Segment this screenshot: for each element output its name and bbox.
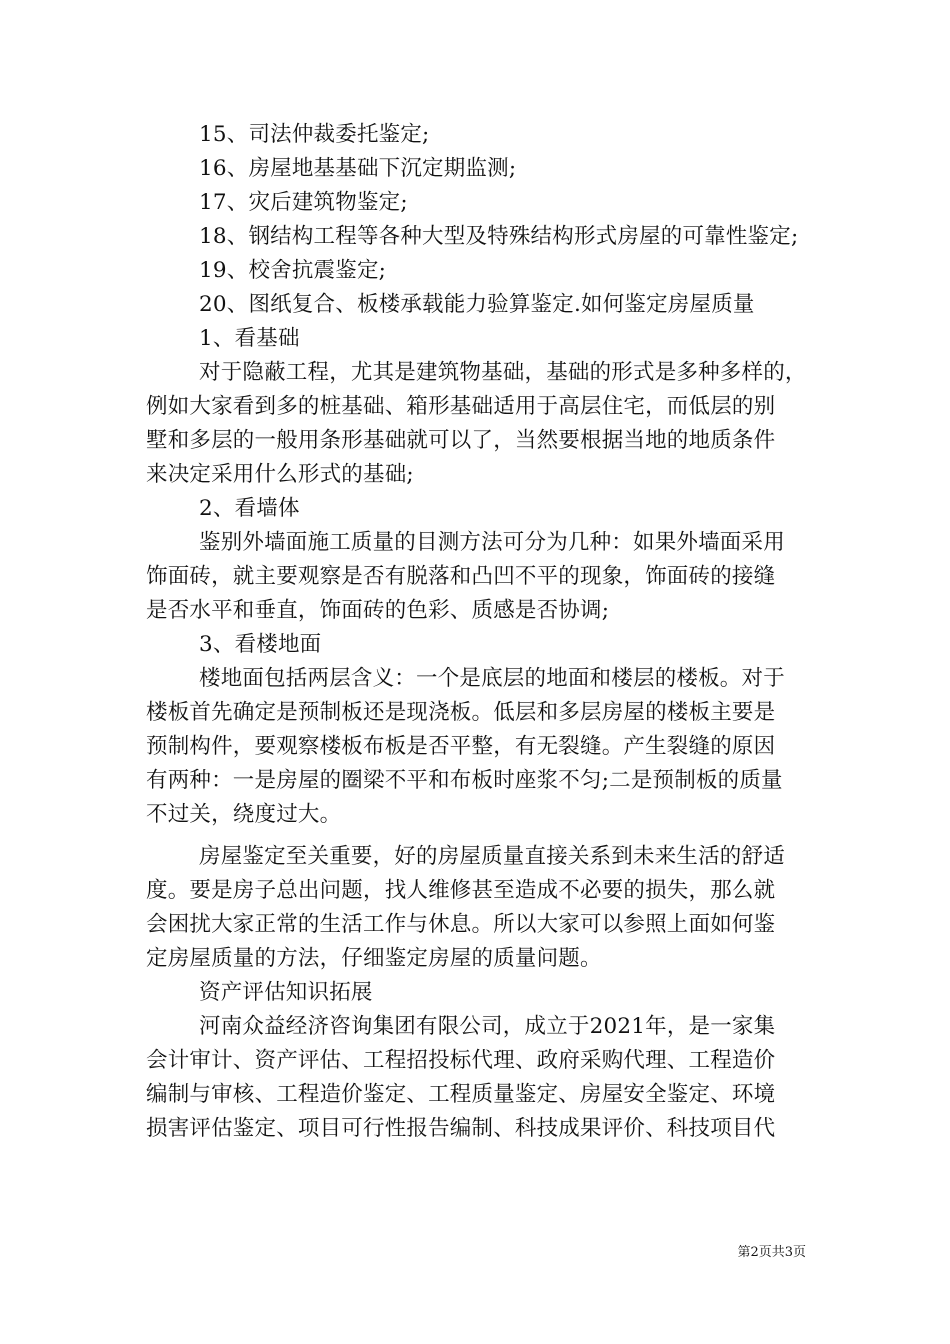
- section-paragraph: [146, 356, 816, 492]
- paragraph-line: 墅和多层的一般用条形基础就可以了，当然要根据当地的地质条件: [146, 428, 776, 453]
- paragraph-line: 损害评估鉴定、项目可行性报告编制、科技成果评价、科技项目代: [146, 1116, 776, 1141]
- paragraph-line: 编制与审核、工程造价鉴定、工程质量鉴定、房屋安全鉴定、环境: [146, 1082, 776, 1107]
- paragraph-line: 河南众益经济咨询集团有限公司，成立于2021年，是一家集: [199, 1014, 776, 1039]
- paragraph-line: 楼地面包括两层含义：一个是底层的地面和楼层的楼板。对于: [199, 666, 785, 691]
- section-paragraph: [146, 662, 816, 832]
- paragraph-line: 有两种：一是房屋的圈梁不平和布板时座浆不匀;二是预制板的质量: [146, 768, 783, 793]
- paragraph-line: 饰面砖，就主要观察是否有脱落和凸凹不平的现象，饰面砖的接缝: [146, 564, 776, 589]
- section-heading: 2、看墙体: [199, 496, 300, 521]
- paragraph-line: 例如大家看到多的桩基础、箱形基础适用于高层住宅，而低层的别: [146, 394, 776, 419]
- document-body: [146, 118, 816, 1146]
- paragraph-line: 房屋鉴定至关重要，好的房屋质量直接关系到未来生活的舒适: [199, 844, 785, 869]
- list-item: 20、图纸复合、板楼承载能力验算鉴定.如何鉴定房屋质量: [199, 292, 755, 317]
- list-item: 17、灾后建筑物鉴定;: [199, 190, 408, 215]
- paragraph-line: 预制构件，要观察楼板布板是否平整，有无裂缝。产生裂缝的原因: [146, 734, 776, 759]
- section-heading: 3、看楼地面: [199, 632, 322, 657]
- page-number-footer: 第2页共3页: [737, 1245, 806, 1260]
- section-paragraph: [146, 526, 816, 628]
- paragraph-line: 定房屋质量的方法，仔细鉴定房屋的质量问题。: [146, 946, 602, 971]
- section-heading: 1、看基础: [199, 326, 300, 351]
- section-heading: 资产评估知识拓展: [199, 980, 373, 1005]
- list-item: 16、房屋地基基础下沉定期监测;: [199, 156, 517, 181]
- paragraph-line: 度。要是房子总出问题，找人维修甚至造成不必要的损失，那么就: [146, 878, 776, 903]
- paragraph-line: 是否水平和垂直，饰面砖的色彩、质感是否协调;: [146, 598, 610, 623]
- list-item: 15、司法仲裁委托鉴定;: [199, 122, 430, 147]
- paragraph-line: 不过关，绕度过大。: [146, 802, 342, 827]
- list-item: 18、钢结构工程等各种大型及特殊结构形式房屋的可靠性鉴定;: [199, 224, 799, 249]
- list-item: 19、校舍抗震鉴定;: [199, 258, 387, 283]
- paragraph-line: 鉴别外墙面施工质量的目测方法可分为几种：如果外墙面采用: [199, 530, 785, 555]
- paragraph-line: 会困扰大家正常的生活工作与休息。所以大家可以参照上面如何鉴: [146, 912, 776, 937]
- paragraph-line: 来决定采用什么形式的基础;: [146, 462, 414, 487]
- paragraph-line: 对于隐蔽工程，尤其是建筑物基础，基础的形式是多种多样的，: [199, 360, 807, 385]
- paragraph-line: 会计审计、资产评估、工程招投标代理、政府采购代理、工程造价: [146, 1048, 776, 1073]
- conclusion-paragraph: [146, 840, 816, 976]
- paragraph-line: 楼板首先确定是预制板还是现浇板。低层和多层房屋的楼板主要是: [146, 700, 776, 725]
- extension-paragraph: [146, 1010, 816, 1146]
